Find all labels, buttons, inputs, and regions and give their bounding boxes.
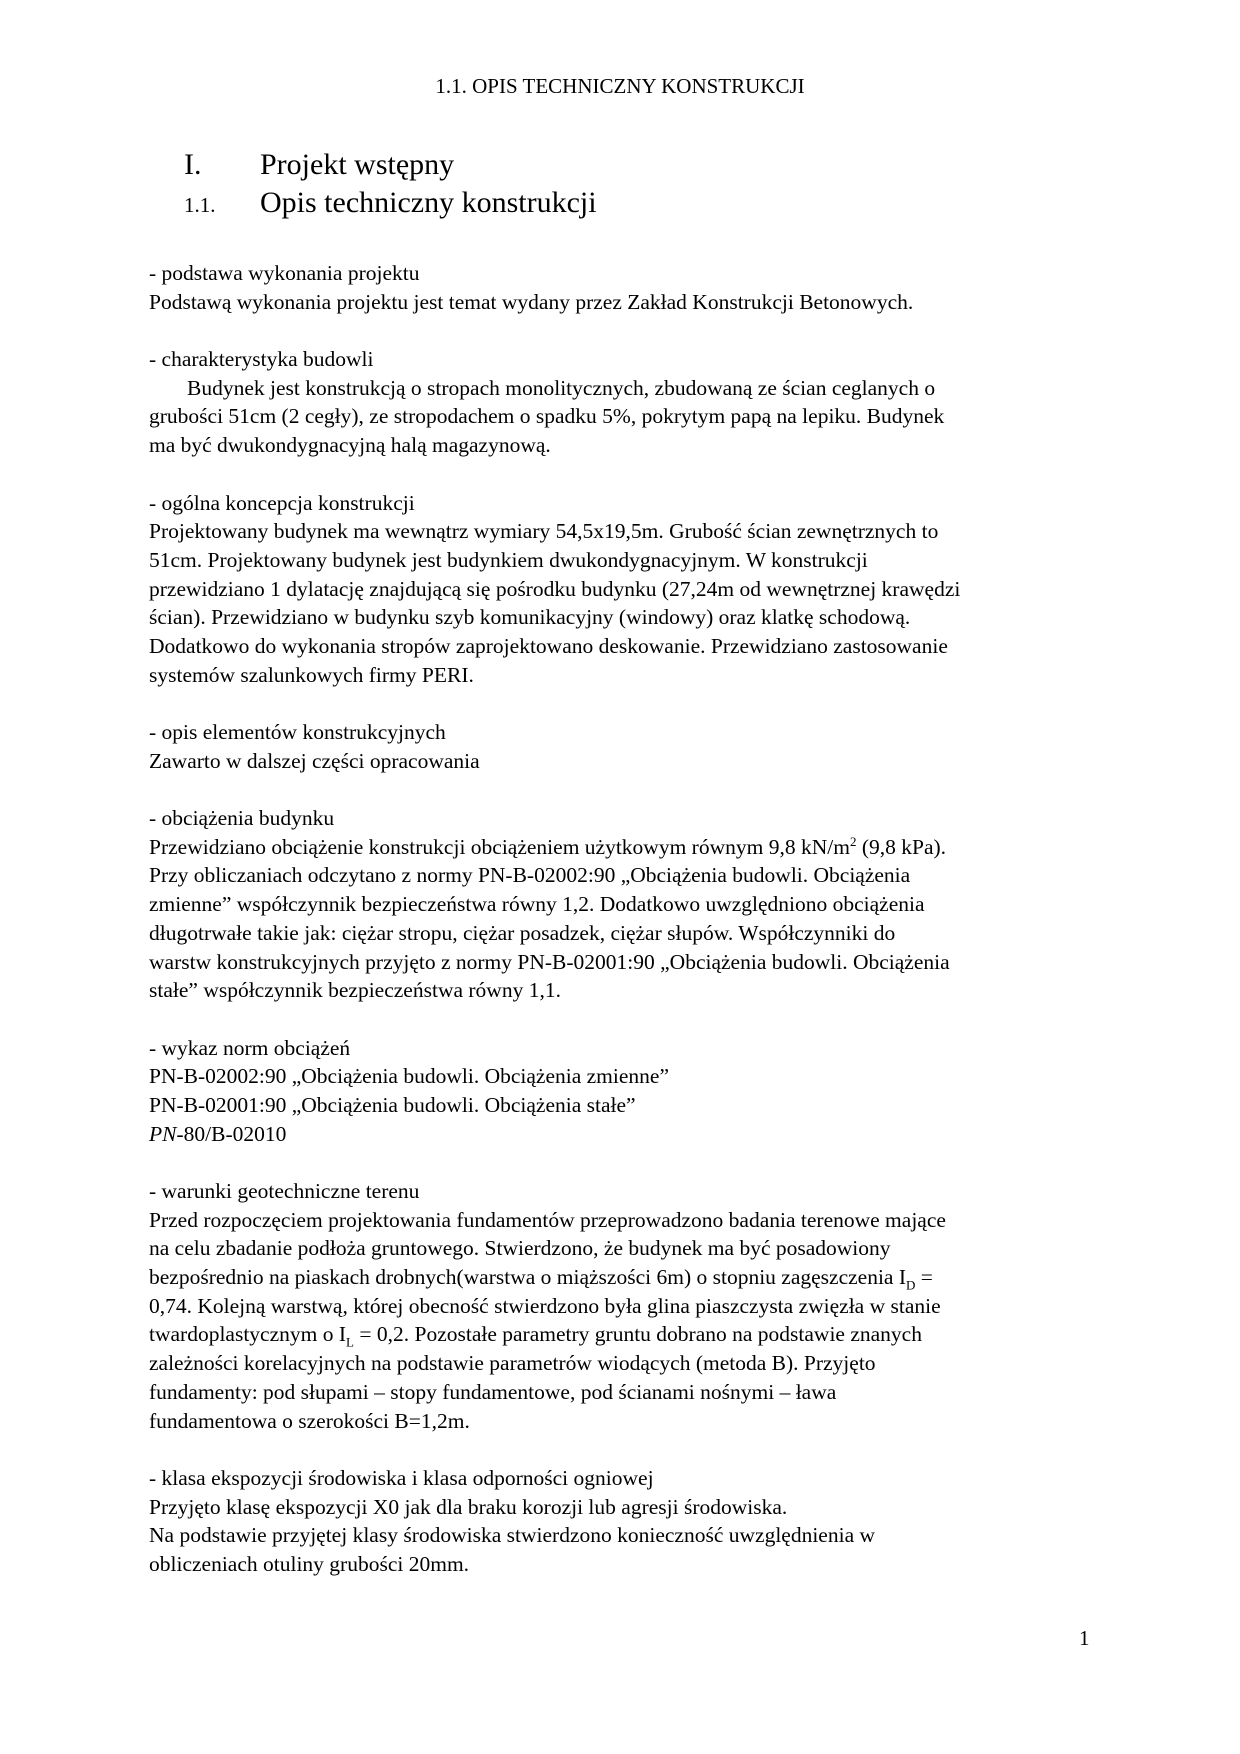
paragraph-line: 0,74. Kolejną warstwą, której obecność stwierdzono była glina piaszczysta zwięzła w stanie <box>149 1293 941 1318</box>
paragraph-line: Podstawą wykonania projektu jest temat wydany przez Zakład Konstrukcji Betonowych. <box>149 289 914 314</box>
norm-item: PN-B-02001:90 „Obciążenia budowli. Obciążenia stałe” <box>149 1092 636 1117</box>
paragraph-line: Na podstawie przyjętej klasy środowiska stwierdzono konieczność uwzględnienia w <box>149 1523 876 1548</box>
heading-title: Projekt wstępny <box>260 148 455 181</box>
paragraph-line: zależności korelacyjnych na podstawie parametrów wiodących (metoda B). Przyjęto <box>149 1351 876 1376</box>
section-title: - wykaz norm obciążeń <box>149 1035 351 1060</box>
superscript: 2 <box>849 833 857 849</box>
paragraph-line: zmienne” współczynnik bezpieczeństwa równy 1,2. Dodatkowo uwzględniono obciążenia <box>149 892 925 917</box>
paragraph-line: stałe” współczynnik bezpieczeństwa równy 1,1. <box>149 978 561 1003</box>
paragraph-line: systemów szalunkowych firmy PERI. <box>149 662 474 687</box>
heading-number: I. <box>184 148 202 181</box>
text: = 0,2. Pozostałe parametry gruntu dobrano na podstawie znanych <box>353 1322 922 1347</box>
text: -80/B-02010 <box>176 1121 287 1146</box>
paragraph-line <box>149 833 1109 862</box>
italic-text: PN <box>149 1121 177 1146</box>
norm-item <box>149 1120 1109 1149</box>
page-number: 1 <box>1079 1626 1090 1650</box>
paragraph-line: Przy obliczaniach odczytano z normy PN-B-02002:90 „Obciążenia budowli. Obciążenia <box>149 863 911 888</box>
text: bezpośrednio na piaskach drobnych(warstwa o miąższości 6m) o stopniu zagęszczenia I <box>149 1265 907 1290</box>
paragraph-line: warstw konstrukcyjnych przyjęto z normy PN-B-02001:90 „Obciążenia budowli. Obciążenia <box>149 949 950 974</box>
heading-number: 1.1. <box>184 193 216 217</box>
section-title: - opis elementów konstrukcyjnych <box>149 720 446 744</box>
paragraph-line: 51cm. Projektowany budynek jest budynkiem dwukondygnacyjnym. W konstrukcji <box>149 547 868 572</box>
paragraph-line: na celu zbadanie podłoża gruntowego. Stwierdzono, że budynek ma być posadowiony <box>149 1236 891 1261</box>
paragraph-line: ma być dwukondygnacyjną halą magazynową. <box>149 433 551 458</box>
section-geotechnika <box>149 1177 1109 1435</box>
section-elementy <box>149 718 1109 775</box>
paragraph-line: obliczeniach otuliny grubości 20mm. <box>149 1551 470 1576</box>
text: Przewidziano obciążenie konstrukcji obciążeniem użytkowym równym 9,8 kN/m <box>149 834 850 859</box>
paragraph-line: przewidziano 1 dylatację znajdującą się pośrodku budynku (27,24m od wewnętrznej krawędzi <box>149 576 961 601</box>
paragraph-line <box>149 1263 1109 1292</box>
paragraph-line: Zawarto w dalszej części opracowania <box>149 748 480 773</box>
paragraph-line <box>149 1320 1109 1349</box>
text: (9,8 kPa). <box>856 834 947 859</box>
heading-level-1 <box>184 148 454 182</box>
section-charakterystyka <box>149 345 1109 460</box>
paragraph-line: Przyjęto klasę ekspozycji X0 jak dla braku korozji lub agresji środowiska. <box>149 1494 788 1519</box>
paragraph-line: Dodatkowo do wykonania stropów zaprojektowano deskowanie. Przewidziano zastosowanie <box>149 633 948 658</box>
document-body <box>149 259 1109 1579</box>
page-header: 1.1. OPIS TECHNICZNY KONSTRUKCJI <box>435 74 805 98</box>
section-title: - obciążenia budynku <box>149 806 335 831</box>
paragraph-line: ścian). Przewidziano w budynku szyb komunikacyjny (windowy) oraz klatkę schodową. <box>149 605 911 630</box>
section-obciazenia <box>149 804 1109 1005</box>
paragraph-line: długotrwałe takie jak: ciężar stropu, ciężar posadzek, ciężar słupów. Współczynniki do <box>149 920 896 945</box>
paragraph-line: grubości 51cm (2 cegły), ze stropodachem o spadku 5%, pokrytym papą na lepiku. Budynek <box>149 404 945 429</box>
text: twardoplastycznym o I <box>149 1322 347 1347</box>
subscript: D <box>906 1277 916 1293</box>
section-klasa <box>149 1464 1109 1579</box>
section-koncepcja <box>149 489 1109 690</box>
paragraph-line: Projektowany budynek ma wewnątrz wymiary 54,5x19,5m. Grubość ścian zewnętrznych to <box>149 519 939 544</box>
section-title: - ogólna koncepcja konstrukcji <box>149 490 415 515</box>
section-title: - podstawa wykonania projektu <box>149 261 420 285</box>
norm-item: PN-B-02002:90 „Obciążenia budowli. Obciążenia zmienne” <box>149 1064 669 1089</box>
heading-title: Opis techniczny konstrukcji <box>260 186 597 219</box>
paragraph-line: Budynek jest konstrukcją o stropach monolitycznych, zbudowaną ze ścian ceglanych o <box>187 375 936 400</box>
text: = <box>915 1265 933 1290</box>
paragraph-line: Przed rozpoczęciem projektowania fundamentów przeprowadzono badania terenowe mające <box>149 1207 946 1232</box>
section-title: - warunki geotechniczne terenu <box>149 1179 420 1203</box>
heading-level-2 <box>184 186 597 220</box>
section-title: - charakterystyka budowli <box>149 347 374 372</box>
subscript: L <box>346 1334 354 1350</box>
section-title: - klasa ekspozycji środowiska i klasa odporności ogniowej <box>149 1465 654 1490</box>
section-normy <box>149 1034 1109 1149</box>
paragraph-line: fundamenty: pod słupami – stopy fundamentowe, pod ścianami nośnymi – ława <box>149 1379 837 1404</box>
section-podstawa <box>149 259 1109 316</box>
paragraph-line: fundamentowa o szerokości B=1,2m. <box>149 1408 470 1433</box>
